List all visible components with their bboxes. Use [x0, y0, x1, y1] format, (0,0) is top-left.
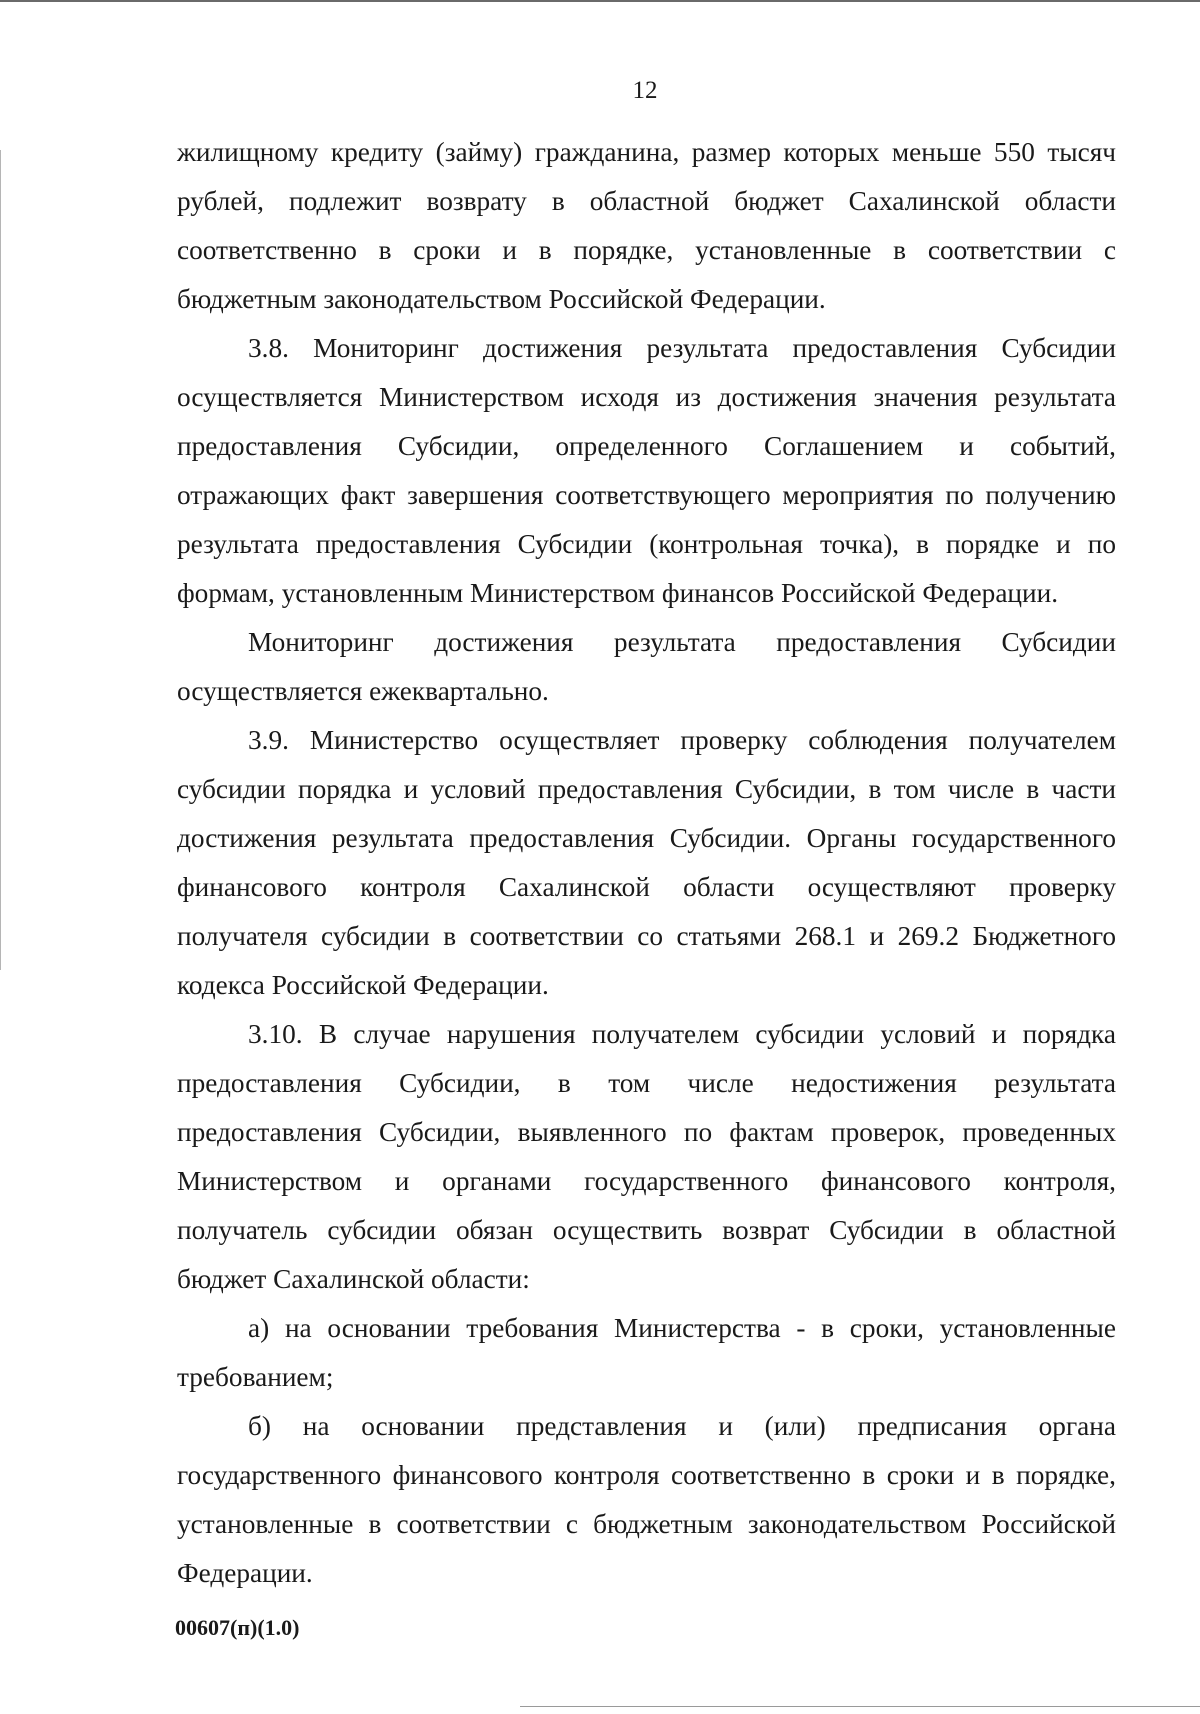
paragraph-3-10-b: б) на основании представления и (или) предписания органа государственного финансового контроля соответственно в сроки и в порядке, установленные в соответствии с бюджетным законодательством Российской Федерации.	[177, 1411, 1116, 1588]
paragraph-3-8-monitoring: Мониторинг достижения результата предоставления Субсидии осуществляется ежеквартально.	[177, 627, 1116, 706]
paragraph-3-10-a: а) на основании требования Министерства - в сроки, установленные требованием;	[177, 1313, 1116, 1392]
paragraph-continuation: жилищному кредиту (займу) гражданина, размер которых меньше 550 тысяч рублей, подлежит возврату в областной бюджет Сахалинской области соответственно в сроки и в порядке, установленные в соответствии с бюджетным законодательством Российской Федерации.	[177, 137, 1116, 314]
page-number: 12	[632, 77, 658, 104]
scan-bottom-edge	[520, 1706, 1200, 1707]
document-body	[177, 128, 1116, 1598]
paragraph-3-9: 3.9. Министерство осуществляет проверку соблюдения получателем субсидии порядка и условий предоставления Субсидии, в том числе в части достижения результата предоставления Субсидии. Органы государственного финансового контроля Сахалинской области осуществляют проверку получателя субсидии в соответствии со статьями 268.1 и 269.2 Бюджетного кодекса Российской Федерации.	[177, 725, 1116, 1000]
document-code: 00607(п)(1.0)	[175, 1615, 300, 1640]
paragraph-3-8: 3.8. Мониторинг достижения результата предоставления Субсидии осуществляется Министерством исходя из достижения значения результата предоставления Субсидии, определенного Соглашением и событий, отражающих факт завершения соответствующего мероприятия по получению результата предоставления Субсидии (контрольная точка), в порядке и по формам, установленным Министерством финансов Российской Федерации.	[177, 333, 1116, 608]
paragraph-3-10: 3.10. В случае нарушения получателем субсидии условий и порядка предоставления Субсидии, в том числе недостижения результата предоставления Субсидии, выявленного по фактам проверок, проведенных Министерством и органами государственного финансового контроля, получатель субсидии обязан осуществить возврат Субсидии в областной бюджет Сахалинской области:	[177, 1019, 1116, 1294]
scan-left-edge	[0, 150, 1, 970]
scan-top-edge	[0, 0, 1200, 2]
